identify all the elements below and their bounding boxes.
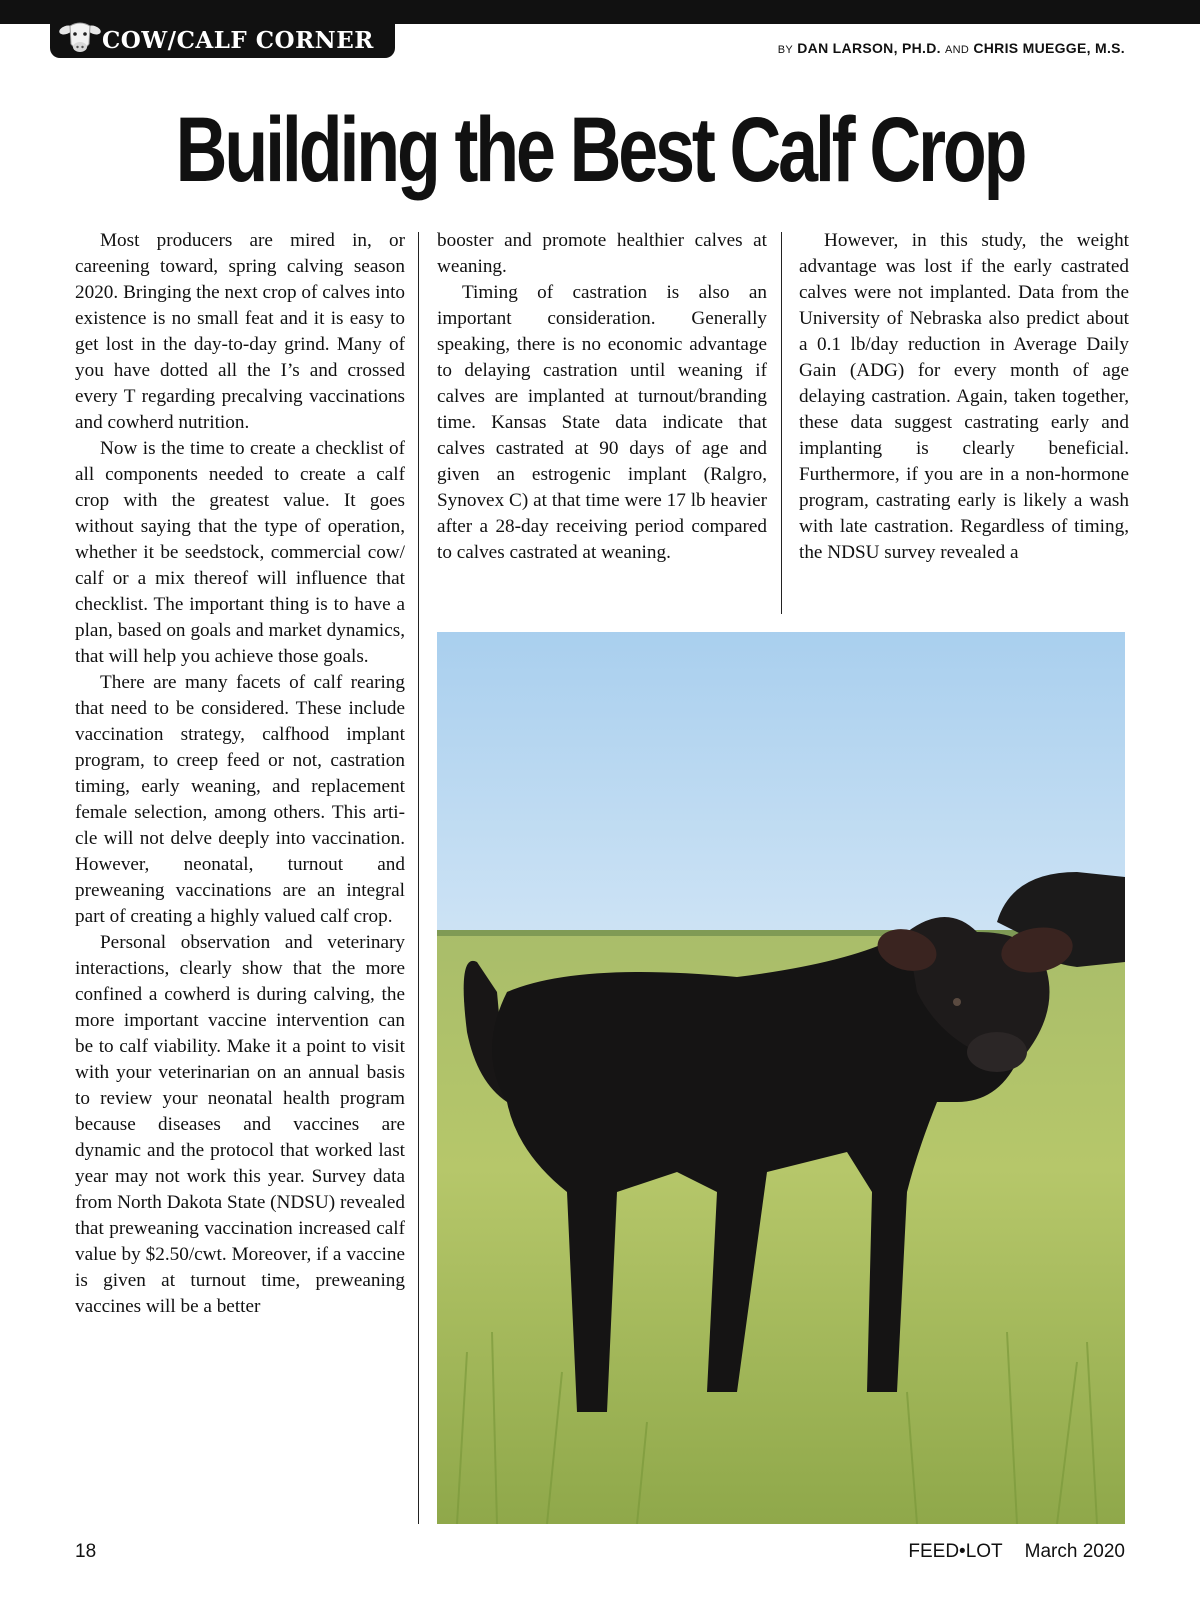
section-label: COW/CALF CORNER [102, 27, 374, 54]
byline [778, 40, 1125, 56]
byline-and: AND [945, 44, 970, 56]
article-title: Building the Best Calf Crop [175, 99, 1025, 201]
top-bar [0, 0, 1200, 24]
paragraph: Most producers are mired in, or careening toward, spring calving season 2020. Bringing the next crop of calves into existence is no small feat and it is easy to get lost in the day-to-day grind. Many of you have dotted all the I’s and crossed every T regarding precalving vaccinations and cowherd nutrition. [75, 230, 405, 433]
cow-head-icon [58, 16, 102, 60]
publication-footer [886, 1541, 1125, 1563]
publication-name: FEED•LOT [908, 1541, 1003, 1562]
calf-photo [437, 632, 1125, 1524]
column-3 [799, 228, 1129, 618]
column-1 [75, 228, 405, 1526]
column-divider [781, 232, 782, 614]
issue-date: March 2020 [1024, 1541, 1125, 1562]
paragraph: booster and promote healthier calves at weaning. [437, 230, 767, 277]
page-number: 18 [75, 1541, 97, 1562]
paragraph: There are many facets of calf rearing that need to be considered. These include vaccination strategy, calfhood implant program, to creep feed or not, castration timing, early weaning, and replacement female selection, among others. This article will not delve deeply into vaccination. However, neonatal, turnout and preweaning vaccinations are an integral part of creating a highly valued calf crop. [75, 672, 405, 927]
paragraph: Personal observation and veterinary interactions, clearly show that the more confined a cowherd is during calving, the more important vaccine intervention can be to calf viability. Make it a point to visit with your veterinarian on an annual basis to review your neonatal health program because diseases and vaccines are dynamic and the protocol that worked last year may not work this year. Survey data from North Dakota State (NDSU) revealed that preweaning vaccination increased calf value by $2.50/cwt. Moreover, if a vaccine is given at turnout time, preweaning vaccines will be a better [75, 932, 405, 1317]
author-1: DAN LARSON, PH.D. [797, 40, 941, 56]
column-2 [437, 228, 767, 618]
paragraph: However, in this study, the weight advantage was lost if the early castrated calves were not implanted. Data from the University of Nebraska also predict about a 0.1 lb/day reduction in Average Daily Gain (ADG) for every month of age delaying castration. Again, taken together, these data suggest castrating early and implanting is clearly beneficial. Furthermore, if you are in a non-hormone program, castrating early is likely a wash with late castration. Regardless of timing, the NDSU survey revealed a [799, 230, 1129, 563]
byline-by: BY [777, 44, 794, 56]
paragraph: Now is the time to create a checklist of all components needed to create a calf crop with the greatest value. It goes without saying that the type of operation, whether it be seedstock, commercial cow/ calf or a mix thereof will influence that checklist. The important thing is to have a plan, based on goals and market dynamics, that will help you achieve those goals. [75, 438, 405, 667]
author-2: CHRIS MUEGGE, M.S. [973, 40, 1125, 56]
column-divider [418, 232, 419, 1524]
paragraph: Timing of castration is also an important consideration. Generally speaking, there is no economic advantage to delaying castration until weaning if calves are implanted at turnout/branding time. Kansas State data indicate that calves castrated at 90 days of age and given an estrogenic implant (Ralgro, Synovex C) at that time were 17 lb heavier after a 28-day receiving period compared to calves castrated at weaning. [437, 282, 767, 563]
section-tab [50, 22, 395, 58]
